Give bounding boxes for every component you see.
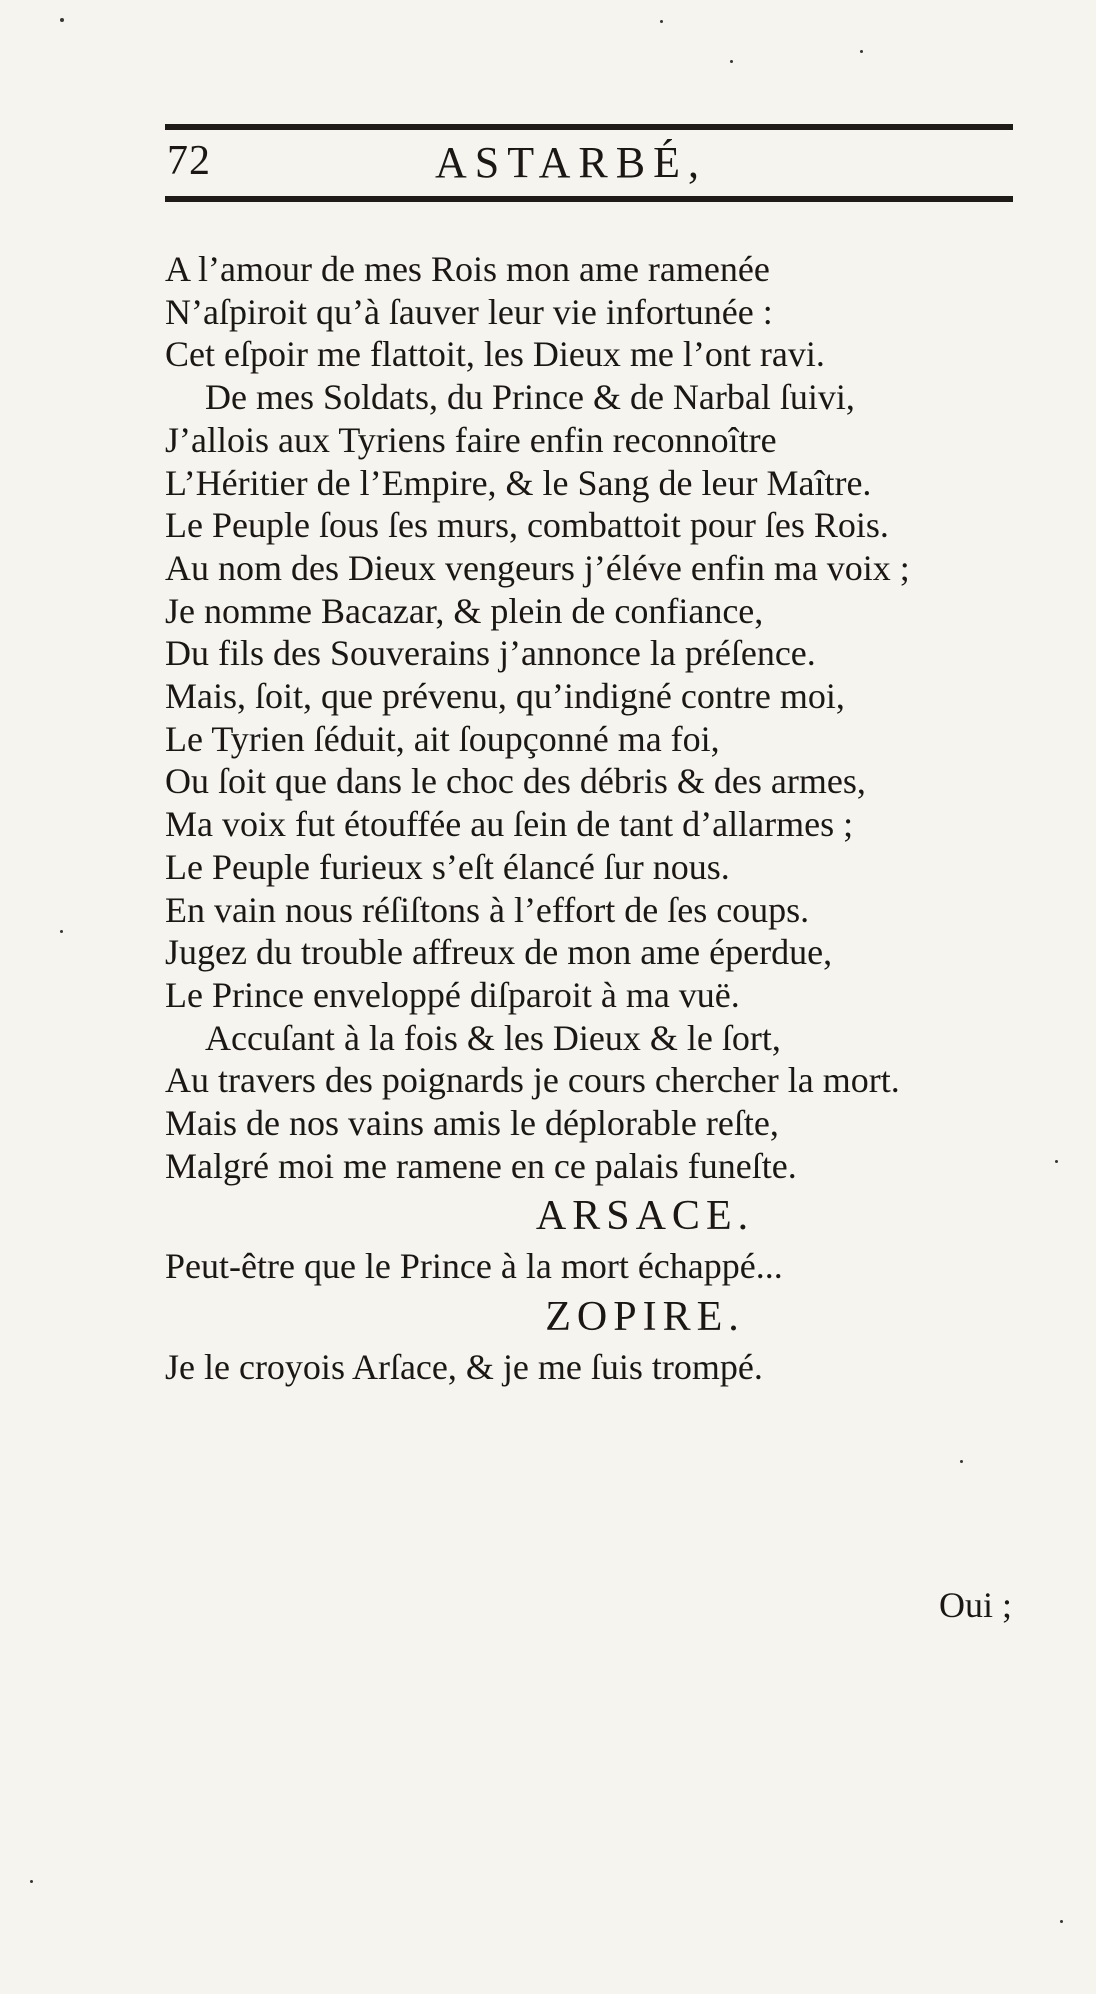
verse-line: Le Peuple furieux s’eſt élancé ſur nous. — [165, 846, 730, 887]
verse-line: Du fils des Souverains j’annonce la préſence. — [165, 633, 816, 674]
verse-line: L’Héritier de l’Empire, & le Sang de leur Maître. — [165, 462, 872, 503]
page-header — [165, 137, 1013, 193]
paper-speck — [730, 60, 733, 63]
paper-speck — [1060, 1920, 1063, 1923]
verse-line: Ou ſoit que dans le choc des débris & des armes, — [165, 761, 866, 802]
speaker-zopire: ZOPIRE. — [545, 1294, 745, 1341]
verse-line: Au travers des poignards je cours chercher la mort. — [165, 1060, 900, 1101]
verse-line: Ma voix fut étouffée au ſein de tant d’allarmes ; — [165, 804, 854, 845]
header-rule-top — [165, 124, 1013, 130]
verse-line: Mais, ſoit, que prévenu, qu’indigné contre moi, — [165, 676, 845, 717]
paper-speck — [60, 930, 63, 933]
catchword: Oui ; — [938, 1585, 1012, 1625]
verse-line-arsace: Peut-être que le Prince à la mort échappé... — [165, 1246, 783, 1287]
verse-line: Mais de nos vains amis le déplorable reſte, — [165, 1103, 779, 1144]
paper-speck — [860, 50, 863, 53]
verse-line: Le Peuple ſous ſes murs, combattoit pour ſes Rois. — [165, 505, 889, 546]
verse-line: N’aſpiroit qu’à ſauver leur vie infortunée : — [165, 291, 773, 332]
verse-block — [165, 248, 1025, 1389]
paper-speck — [1055, 1160, 1058, 1163]
paper-speck — [660, 20, 663, 23]
verse-line: J’allois aux Tyriens faire enfin reconnoître — [165, 419, 777, 460]
paper-speck — [60, 18, 64, 22]
verse-line-zopire: Je le croyois Arſace, & je me ſuis trompé. — [165, 1347, 763, 1388]
verse-line: Cet eſpoir me flattoit, les Dieux me l’ont ravi. — [165, 334, 825, 375]
running-head: ASTARBÉ, — [435, 138, 707, 187]
verse-line: Le Tyrien ſéduit, ait ſoupçonné ma foi, — [165, 718, 720, 759]
verse-line: Je nomme Bacazar, & plein de confiance, — [165, 590, 764, 631]
paper-speck — [30, 1880, 33, 1883]
paper-speck — [960, 1460, 963, 1463]
verse-line: Au nom des Dieux vengeurs j’éléve enfin ma voix ; — [165, 547, 910, 588]
verse-line: Jugez du trouble affreux de mon ame éperdue, — [165, 932, 833, 973]
verse-line: Malgré moi me ramene en ce palais funeſte. — [165, 1145, 797, 1186]
verse-line: Accuſant à la fois & les Dieux & le ſort, — [205, 1017, 781, 1058]
speaker-arsace: ARSACE. — [535, 1193, 755, 1240]
verse-line: En vain nous réſiſtons à l’effort de ſes coups. — [165, 889, 810, 930]
page-number: 72 — [167, 138, 211, 184]
header-rule-bottom — [165, 196, 1013, 202]
verse-line: Le Prince enveloppé diſparoit à ma vuë. — [165, 974, 740, 1015]
verse-line: A l’amour de mes Rois mon ame ramenée — [165, 249, 770, 289]
verse-line: De mes Soldats, du Prince & de Narbal ſuivi, — [205, 377, 855, 418]
